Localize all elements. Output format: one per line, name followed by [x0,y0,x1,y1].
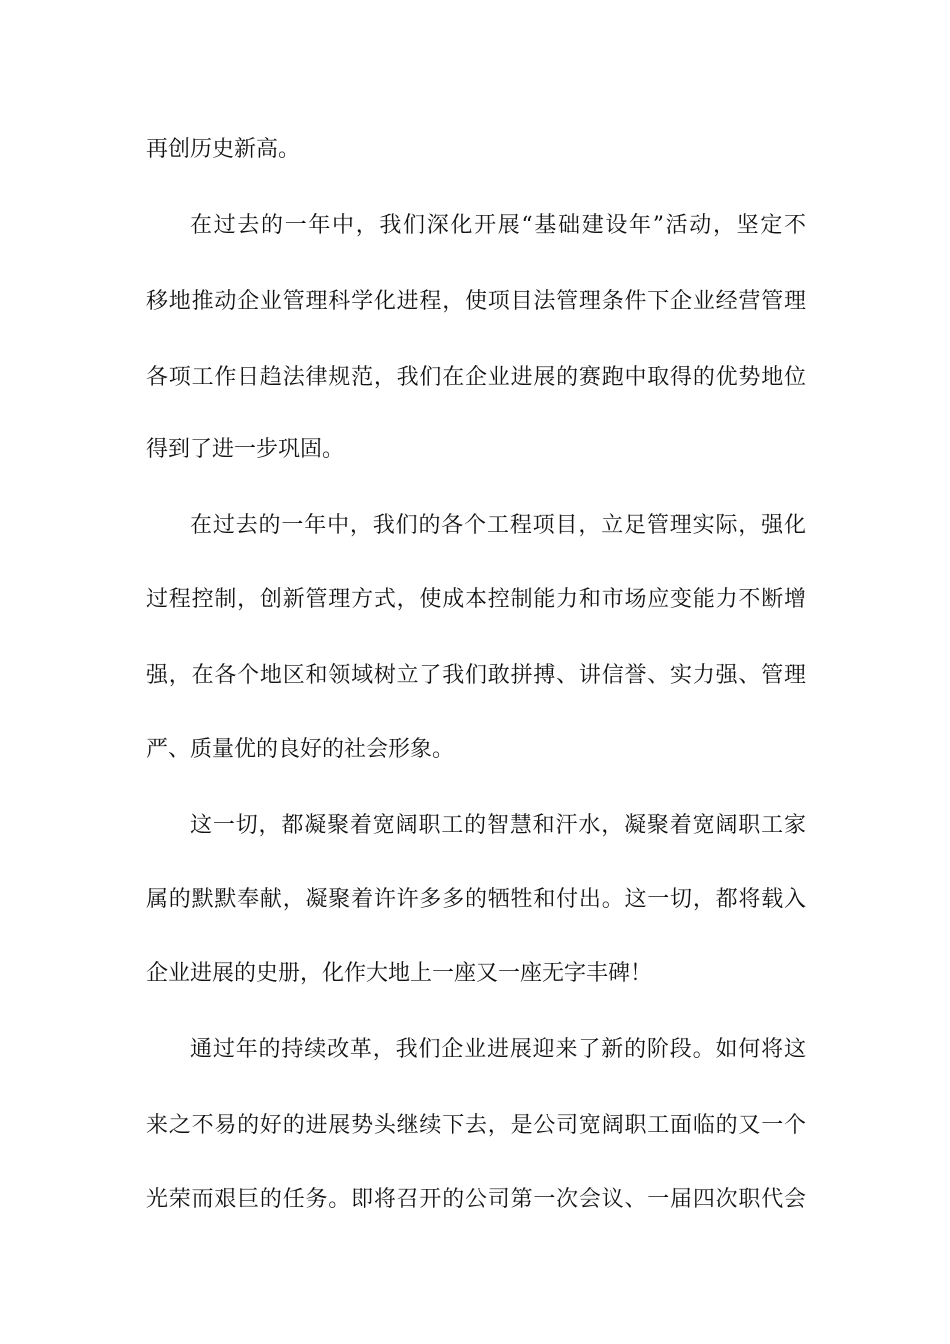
text-line: 属的默默奉献，凝聚着许许多多的牺牲和付出。这一切，都将载入 [146,887,806,912]
text-line: 得到了进一步巩固。 [146,437,345,462]
paragraph-first-line: 在过去的一年中，我们深化开展“基础建设年”活动，坚定不 [190,213,806,238]
text-line: 严、质量优的良好的社会形象。 [146,737,455,762]
paragraph-first-line: 在过去的一年中，我们的各个工程项目，立足管理实际，强化 [190,513,806,538]
text-line: 再创历史新高。 [146,137,301,162]
text-line: 各项工作日趋法律规范，我们在企业进展的赛跑中取得的优势地位 [146,365,806,390]
paragraph-first-line: 这一切，都凝聚着宽阔职工的智慧和汗水，凝聚着宽阔职工家 [190,813,806,838]
text-line: 来之不易的好的进展势头继续下去，是公司宽阔职工面临的又一个 [146,1113,806,1138]
paragraph-first-line: 通过年的持续改革，我们企业进展迎来了新的阶段。如何将这 [190,1037,806,1062]
text-line: 光荣而艰巨的任务。即将召开的公司第一次会议、一届四次职代会 [146,1187,806,1212]
text-line: 移地推动企业管理科学化进程，使项目法管理条件下企业经营管理 [146,289,806,314]
text-line: 企业进展的史册，化作大地上一座又一座无字丰碑！ [146,961,653,986]
text-line: 过程控制，创新管理方式，使成本控制能力和市场应变能力不断增 [146,587,806,612]
text-line: 强，在各个地区和领域树立了我们敢拼搏、讲信誉、实力强、管理 [146,663,806,688]
